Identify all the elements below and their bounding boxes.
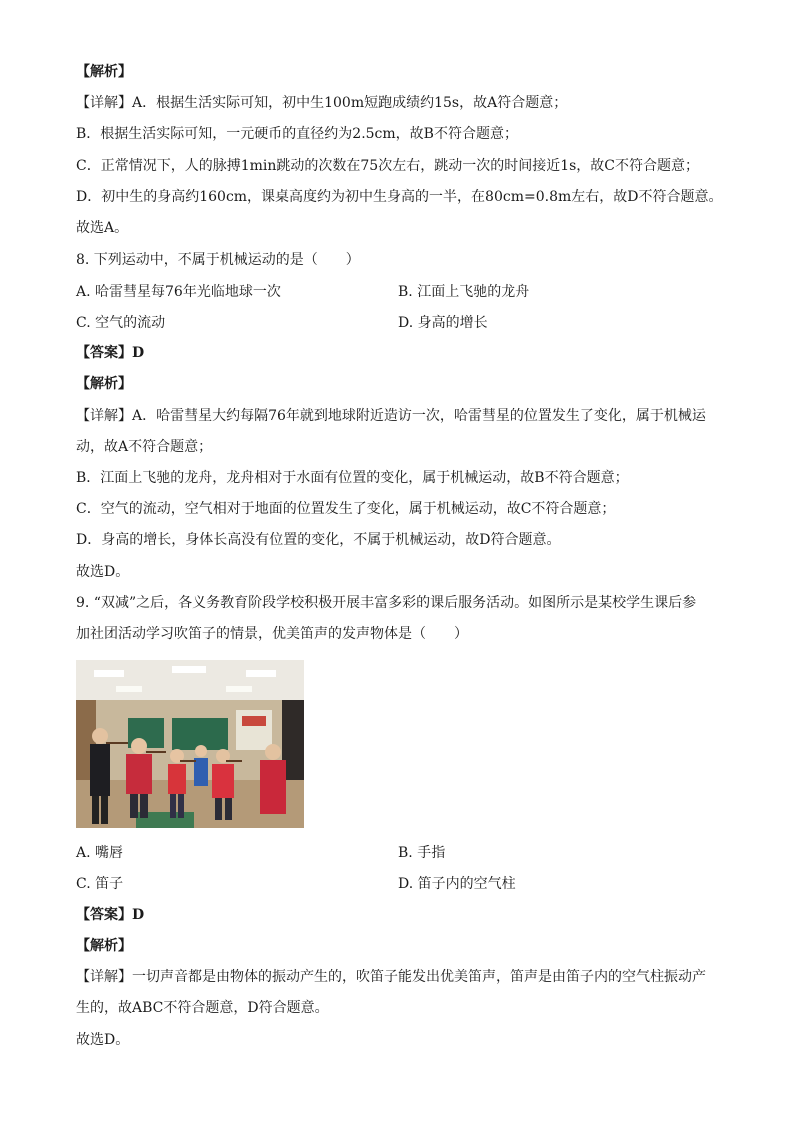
q9-option-b: B. 手指	[398, 845, 446, 861]
q9-answer: 【答案】D	[76, 907, 145, 923]
question-8-stem: 8. 下列运动中，不属于机械运动的是（ ）	[76, 252, 360, 268]
conclusion-line: 故选A。	[76, 220, 129, 236]
q8-answer: 【答案】D	[76, 345, 145, 361]
q8-conclusion: 故选D。	[76, 564, 130, 580]
q8-option-b: B. 江面上飞驰的龙舟	[398, 284, 530, 300]
q9-detail-line: 生的，故ABC不符合题意，D符合题意。	[76, 1000, 329, 1016]
q9-option-d: D. 笛子内的空气柱	[398, 876, 516, 892]
question-9-stem: 9. “双减”之后，各义务教育阶段学校积极开展丰富多彩的课后服务活动。如图所示是某校学生课后参	[76, 595, 697, 611]
q8-detail-line: 动，故A不符合题意；	[76, 439, 213, 455]
q8-option-c: C. 空气的流动	[76, 315, 166, 331]
q8-detail-line: D．身高的增长，身体长高没有位置的变化，不属于机械运动，故D符合题意。	[76, 532, 561, 548]
question-9-stem: 加社团活动学习吹笛子的情景，优美笛声的发声物体是（ ）	[76, 626, 468, 642]
q9-conclusion: 故选D。	[76, 1032, 130, 1048]
analysis-heading: 【解析】	[76, 64, 132, 80]
detail-line: B．根据生活实际可知，一元硬币的直径约为2.5cm，故B不符合题意；	[76, 126, 518, 142]
classroom-flute-photo	[76, 660, 304, 828]
detail-line: D．初中生的身高约160cm，课桌高度约为初中生身高的一半，在80cm=0.8m左右，故D不符合题意。	[76, 189, 723, 205]
q8-option-d: D. 身高的增长	[398, 315, 488, 331]
q9-detail-line: 【详解】一切声音都是由物体的振动产生的，吹笛子能发出优美笛声，笛声是由笛子内的空气柱振动产	[76, 969, 706, 985]
q8-detail-line: 【详解】A．哈雷彗星大约每隔76年就到地球附近造访一次，哈雷彗星的位置发生了变化，属于机械运	[76, 408, 706, 424]
q8-analysis-heading: 【解析】	[76, 376, 132, 392]
detail-line: 【详解】A．根据生活实际可知，初中生100m短跑成绩约15s，故A符合题意；	[76, 95, 568, 111]
q8-detail-line: B．江面上飞驰的龙舟，龙舟相对于水面有位置的变化，属于机械运动，故B不符合题意；	[76, 470, 629, 486]
q9-analysis-heading: 【解析】	[76, 938, 132, 954]
q9-option-a: A. 嘴唇	[76, 845, 124, 861]
q9-option-c: C. 笛子	[76, 876, 124, 892]
q8-detail-line: C．空气的流动，空气相对于地面的位置发生了变化，属于机械运动，故C不符合题意；	[76, 501, 616, 517]
detail-line: C．正常情况下，人的脉搏1min跳动的次数在75次左右，跳动一次的时间接近1s，故C不符合题意；	[76, 158, 700, 174]
q8-option-a: A. 哈雷彗星每76年光临地球一次	[76, 284, 281, 300]
classroom-illustration	[76, 660, 304, 828]
